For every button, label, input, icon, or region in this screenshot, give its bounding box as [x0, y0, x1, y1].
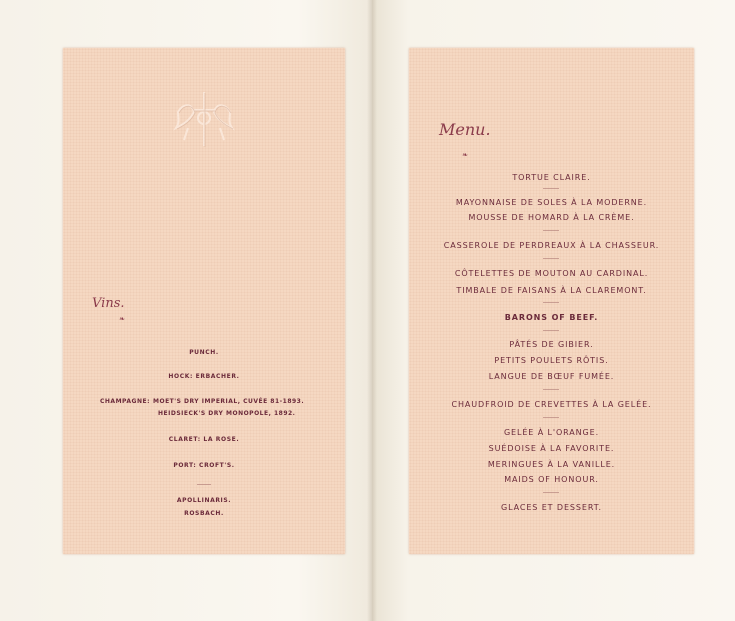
wine-rosbach: ROSBACH.	[184, 510, 224, 517]
divider	[543, 492, 559, 493]
course-poulets: PETITS POULETS RÔTIS.	[494, 356, 609, 365]
wine-hock: HOCK: ERBACHER.	[168, 373, 240, 380]
embossed-crest-icon	[164, 88, 244, 150]
divider	[543, 230, 559, 231]
course-pates: PÂTÉS DE GIBIER.	[509, 340, 594, 349]
divider	[543, 389, 559, 390]
course-meringues: MERINGUES À LA VANILLE.	[487, 460, 616, 469]
menu-ornament-icon: ❧	[462, 151, 468, 159]
course-barons: BARONS OF BEEF.	[504, 313, 599, 322]
course-mousse: MOUSSE DE HOMARD À LA CRÈME.	[468, 213, 635, 222]
wine-champagne-1: MOET'S DRY IMPERIAL, CUVÉE 81-1893.	[153, 398, 305, 405]
divider	[543, 302, 559, 303]
divider	[543, 258, 559, 259]
wine-claret: CLARET: LA ROSE.	[168, 436, 240, 443]
course-casserole: CASSEROLE DE PERDREAUX À LA CHASSEUR.	[443, 241, 660, 250]
course-maids: MAIDS OF HONOUR.	[504, 475, 599, 484]
divider	[543, 417, 559, 418]
course-suedoise: SUÉDOISE À LA FAVORITE.	[488, 444, 615, 453]
course-gelee: GELÉE À L'ORANGE.	[503, 428, 600, 437]
wine-champagne-2: HEIDSIECK'S DRY MONOPOLE, 1892.	[158, 410, 296, 417]
vins-heading: Vins.	[92, 296, 125, 311]
wine-port: PORT: CROFT'S.	[173, 462, 235, 469]
course-glaces: GLACES ET DESSERT.	[500, 503, 602, 512]
course-chaudfroid: CHAUDFROID DE CREVETTES À LA GELÉE.	[451, 400, 652, 409]
course-timbale: TIMBALE DE FAISANS À LA CLAREMONT.	[456, 286, 647, 295]
course-tortue: TORTUE CLAIRE.	[512, 173, 591, 182]
divider	[543, 330, 559, 331]
divider	[543, 188, 559, 189]
divider	[197, 484, 211, 485]
book-gutter	[367, 0, 377, 621]
wine-apollinaris: APOLLINARIS.	[176, 497, 232, 504]
wine-punch: PUNCH.	[189, 349, 219, 356]
wine-champagne-label: CHAMPAGNE:	[100, 398, 150, 405]
course-langue: LANGUE DE BŒUF FUMÉE.	[488, 372, 615, 381]
vins-ornament-icon: ❧	[119, 315, 125, 323]
course-mayonnaise: MAYONNAISE DE SOLES À LA MODERNE.	[455, 198, 648, 207]
menu-heading: Menu.	[439, 120, 491, 139]
course-cotelettes: CÔTELETTES DE MOUTON AU CARDINAL.	[454, 269, 649, 278]
